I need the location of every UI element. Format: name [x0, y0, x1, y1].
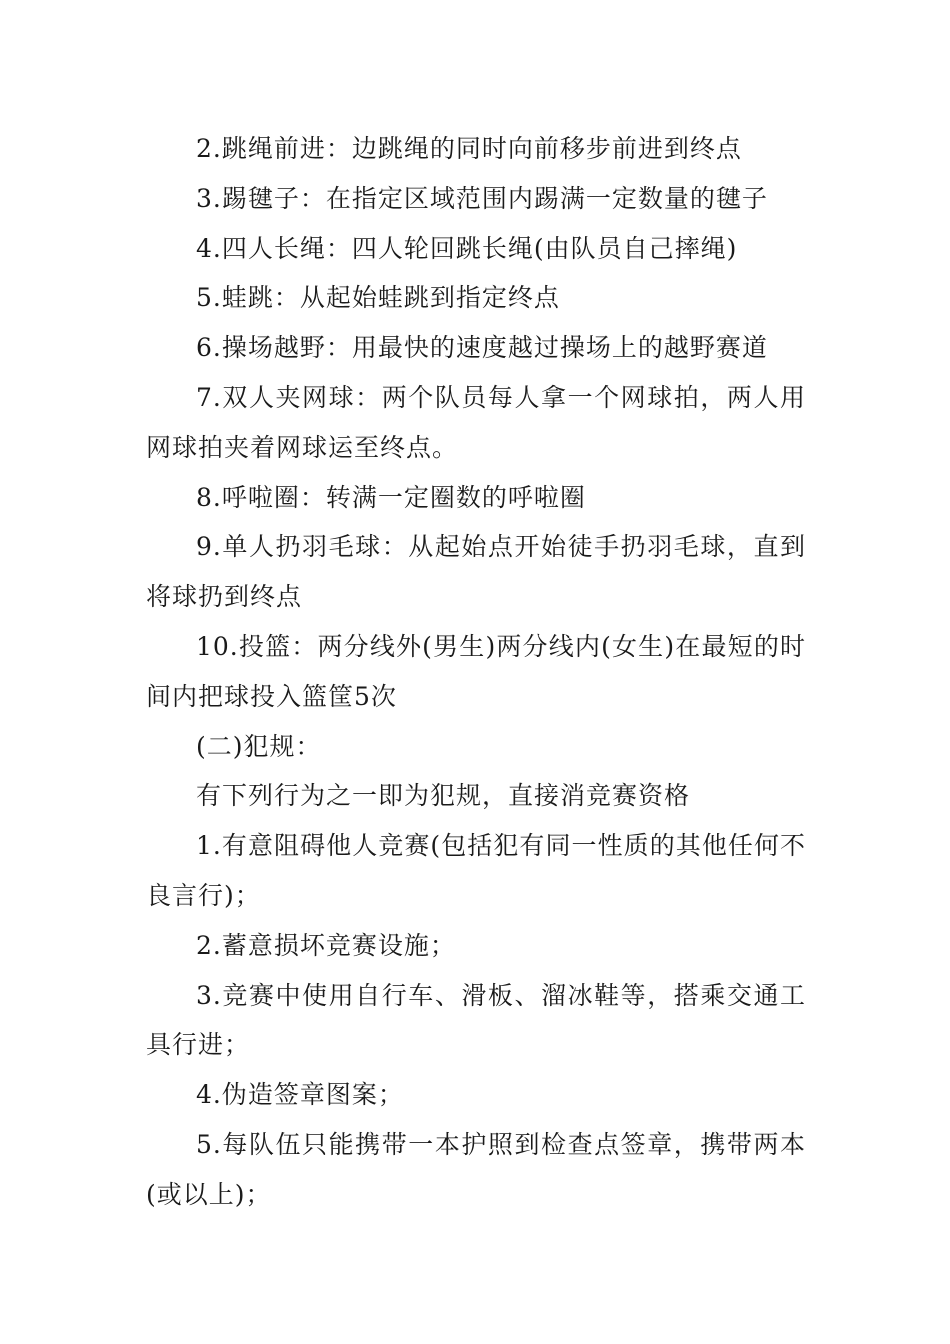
paragraph: 4.伪造签章图案； — [196, 1080, 404, 1110]
paragraph: 有下列行为之一即为犯规，直接消竞赛资格 — [196, 781, 691, 811]
document-body — [146, 124, 806, 1220]
paragraph: 8.呼啦圈：转满一定圈数的呼啦圈 — [196, 482, 586, 512]
paragraph: 4.四人长绳：四人轮回跳长绳(由队员自己摔绳) — [196, 233, 738, 263]
paragraph: 5.每队伍只能携带一本护照到检查点签章，携带两本(或以上)； — [146, 1129, 806, 1209]
paragraph: 6.操场越野：用最快的速度越过操场上的越野赛道 — [196, 333, 768, 363]
paragraph: 3.竞赛中使用自行车、滑板、溜冰鞋等，搭乘交通工具行进； — [146, 980, 806, 1060]
paragraph: 7.双人夹网球：两个队员每人拿一个网球拍，两人用网球拍夹着网球运至终点。 — [146, 382, 806, 462]
paragraph: 2.蓄意损坏竞赛设施； — [196, 930, 456, 960]
paragraph: 5.蛙跳：从起始蛙跳到指定终点 — [196, 283, 560, 313]
paragraph: 10.投篮：两分线外(男生)两分线内(女生)在最短的时间内把球投入篮筐5次 — [146, 631, 806, 711]
paragraph: 9.单人扔羽毛球：从起始点开始徒手扔羽毛球，直到将球扔到终点 — [146, 532, 806, 612]
paragraph: 2.跳绳前进：边跳绳的同时向前移步前进到终点 — [196, 134, 742, 163]
section-heading: (二)犯规： — [196, 731, 322, 761]
paragraph: 1.有意阻碍他人竞赛(包括犯有同一性质的其他任何不良言行)； — [146, 831, 806, 910]
paragraph: 3.踢毽子：在指定区域范围内踢满一定数量的毽子 — [196, 183, 768, 213]
